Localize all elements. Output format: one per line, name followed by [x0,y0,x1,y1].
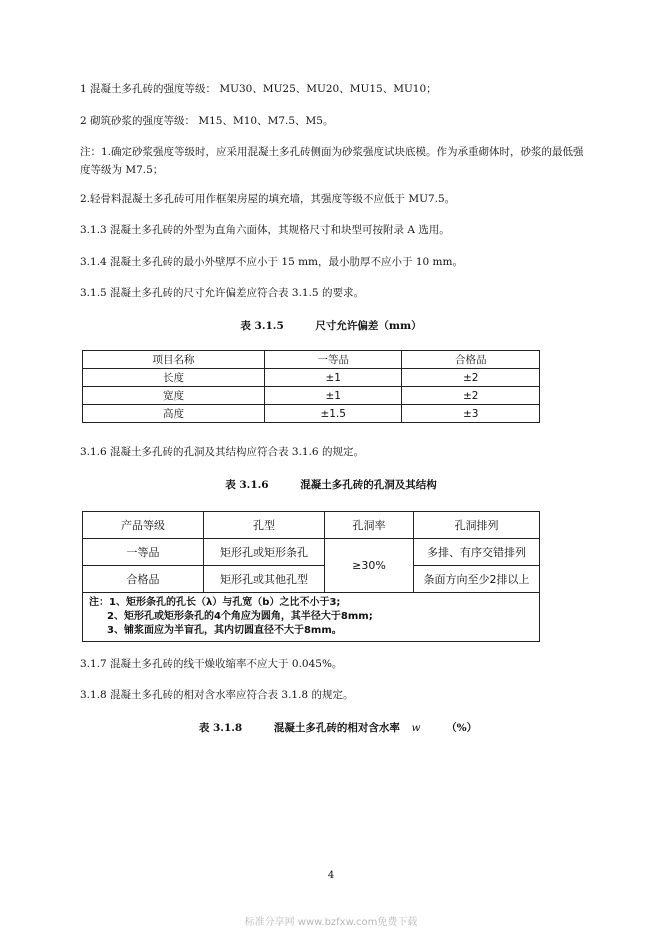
table-row [83,539,540,566]
table-row [83,405,540,423]
table-cell: ±2 [402,387,540,405]
caption-number: 表 3.1.6 [225,479,269,491]
header-cell: 孔洞率 [325,512,414,539]
paragraph-strength-grade: 1 混凝土多孔砖的强度等级： MU30、MU25、MU20、MU15、MU10； [80,83,437,95]
section-3-1-3: 3.1.3 混凝土多孔砖的外型为直角六面体，其规格尺寸和块型可按附录 A 选用。 [80,224,450,236]
table-cell: 长度 [83,369,265,387]
caption-number: 表 3.1.5 [240,320,284,332]
table-notes [83,593,540,642]
caption-title: 混凝土多孔砖的相对含水率 [273,722,400,734]
paragraph-note-1: 注：1.确定砂浆强度等级时，应采用混凝土多孔砖侧面为砂浆强度试块底模。作为承重砌体时，砂浆的最低强度等级为 M7.5； [80,146,584,176]
section-3-1-6: 3.1.6 混凝土多孔砖的孔洞及其结构应符合表 3.1.6 的规定。 [80,446,364,458]
section-3-1-7: 3.1.7 混凝土多孔砖的线干燥收缩率不应大于 0.045%。 [80,658,343,670]
table-cell: 合格品 [83,566,204,593]
header-cell: 项目名称 [83,351,265,369]
header-cell: 孔型 [204,512,325,539]
table-cell: 一等品 [83,539,204,566]
section-3-1-4: 3.1.4 混凝土多孔砖的最小外壁厚不应小于 15 mm，最小肋厚不应小于 10 mm。 [80,256,463,268]
caption-number: 表 3.1.8 [198,722,243,734]
table-note: 注：1、矩形条孔的孔长（λ）与孔宽（b）之比不小于3; [89,597,341,608]
table-row [83,369,540,387]
table-cell-hole-rate: ≥30% [325,539,414,593]
table-row [83,387,540,405]
table-3-1-8-caption [0,720,662,735]
header-cell: 合格品 [402,351,540,369]
table-row [83,566,540,593]
section-3-1-5: 3.1.5 混凝土多孔砖的尺寸允许偏差应符合表 3.1.5 的要求。 [80,287,364,299]
footer-watermark: 标准分享网 www.bzfxw.com免费下载 [244,917,418,928]
header-cell: 孔洞排列 [414,512,540,539]
table-cell: ±1 [264,387,402,405]
table-cell: 矩形孔或其他孔型 [204,566,325,593]
table-3-1-5 [82,350,540,423]
table-note: 3、铺浆面应为半盲孔，其内切圆直径不大于8mm。 [107,625,342,636]
page-number: 4 [327,870,335,881]
table-cell: 条面方向至少2排以上 [414,566,540,593]
table-header-row [83,512,540,539]
caption-title: 尺寸允许偏差（mm） [315,320,422,332]
caption-symbol: w [411,722,421,734]
table-cell: 高度 [83,405,265,423]
caption-unit: （%） [446,722,478,734]
table-3-1-5-caption [0,318,662,333]
table-3-1-6 [82,511,540,642]
table-cell: 宽度 [83,387,265,405]
table-cell: 多排、有序交错排列 [414,539,540,566]
table-cell: ±2 [402,369,540,387]
table-header-row [83,351,540,369]
table-cell: 矩形孔或矩形条孔 [204,539,325,566]
table-cell: ±3 [402,405,540,423]
table-note: 2、矩形孔或矩形条孔的4个角应为圆角，其半径大于8mm; [107,611,373,622]
table-note-row [83,593,540,642]
header-cell: 一等品 [264,351,402,369]
table-cell: ±1.5 [264,405,402,423]
paragraph-note-2: 2.轻骨料混凝土多孔砖可用作框架房屋的填充墙，其强度等级不应低于 MU7.5。 [80,193,456,205]
header-cell: 产品等级 [83,512,204,539]
section-3-1-8: 3.1.8 混凝土多孔砖的相对含水率应符合表 3.1.8 的规定。 [80,689,354,701]
paragraph-mortar-grade: 2 砌筑砂浆的强度等级： M15、M10、M7.5、M5。 [80,115,334,127]
table-cell: ±1 [264,369,402,387]
caption-title: 混凝土多孔砖的孔洞及其结构 [300,479,437,491]
table-3-1-6-caption [0,477,662,492]
